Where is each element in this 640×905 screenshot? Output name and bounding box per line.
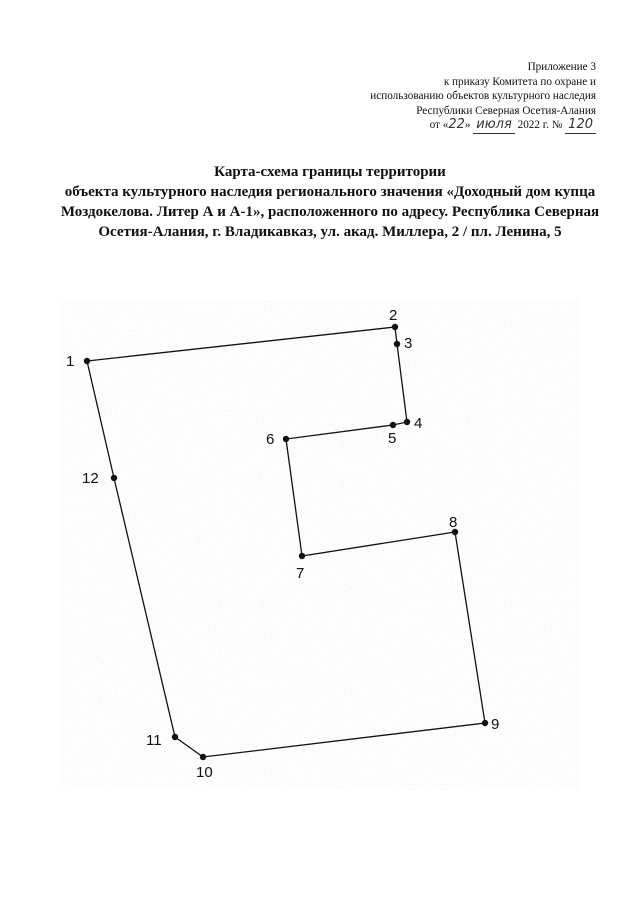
title-line-2: объекта культурного наследия регионального значения «Доходный дом купца [64, 184, 596, 200]
vertex-label-4: 4 [414, 415, 423, 432]
vertex-label-11: 11 [146, 732, 162, 749]
vertex-9 [482, 720, 488, 726]
vertex-4 [404, 419, 410, 425]
vertex-label-3: 3 [404, 335, 413, 352]
vertex-11 [172, 734, 178, 740]
handwritten-day: 22 [448, 117, 465, 133]
vertex-label-8: 8 [449, 514, 458, 531]
annex-title: Приложение 3 [527, 61, 596, 73]
vertex-label-2: 2 [389, 307, 398, 324]
vertex-label-6: 6 [266, 431, 275, 448]
title-line-3: Моздокелова. Литер А и А-1», расположенного по адресу. Республика Северная [60, 204, 600, 220]
vertex-1 [84, 358, 90, 364]
vertex-3 [394, 341, 400, 347]
handwritten-month: июля [473, 118, 515, 134]
vertex-7 [299, 553, 305, 559]
vertex-label-10: 10 [196, 764, 213, 781]
date-prefix: от « [429, 119, 449, 132]
vertex-2 [392, 324, 398, 330]
vertex-5 [390, 422, 396, 428]
vertex-6 [283, 436, 289, 442]
handwritten-number: 120 [565, 118, 596, 134]
date-mid: » [464, 119, 471, 132]
vertex-10 [200, 754, 206, 760]
vertex-label-1: 1 [66, 353, 75, 370]
vertex-12 [111, 475, 117, 481]
title-line-1: Карта-схема границы территории [214, 164, 446, 180]
date-year: 2022 г. № [517, 119, 563, 132]
annex-republic: Республики Северная Осетия-Алания [416, 104, 596, 117]
vertex-label-12: 12 [82, 470, 99, 487]
title-line-4: Осетия-Алания, г. Владикавказ, ул. акад. Миллера, 2 / пл. Ленина, 5 [98, 224, 562, 240]
annex-order-ref: к приказу Комитета по охране и [443, 75, 596, 88]
vertex-label-7: 7 [296, 565, 305, 582]
vertex-label-5: 5 [388, 430, 397, 447]
map-background-texture [60, 300, 580, 790]
vertex-label-9: 9 [491, 716, 500, 733]
annex-committee: использованию объектов культурного наследия [370, 90, 596, 103]
